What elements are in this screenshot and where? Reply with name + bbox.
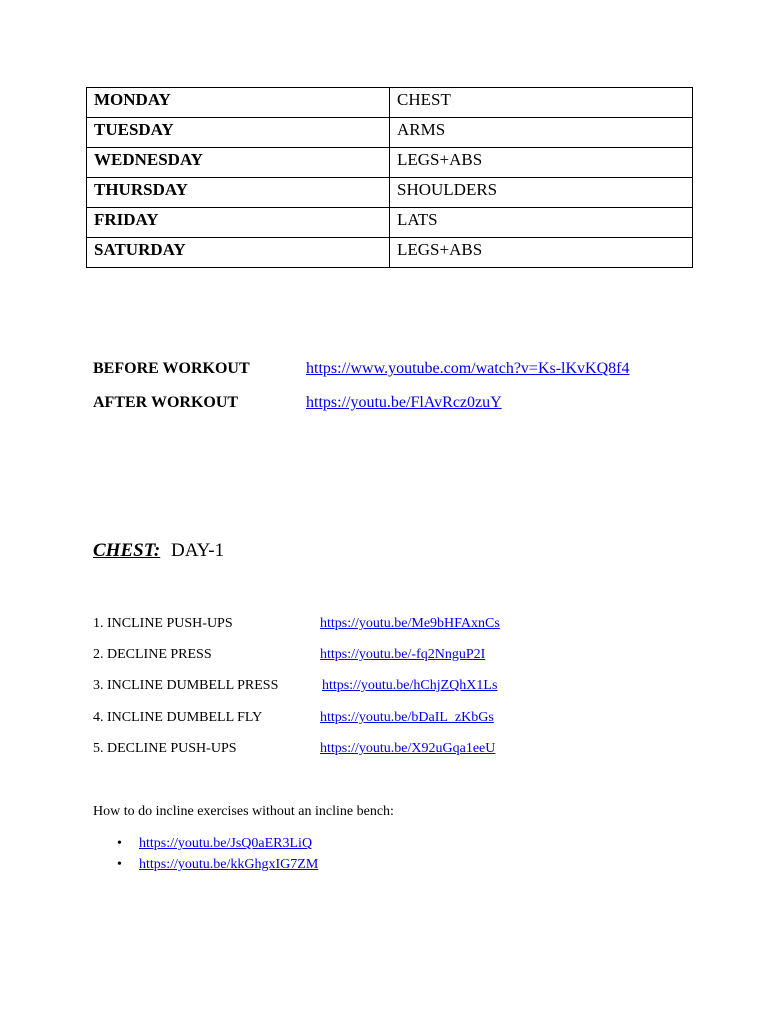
muscle-cell: SHOULDERS xyxy=(390,178,693,208)
exercise-item xyxy=(93,678,498,694)
exercise-label: 4. INCLINE DUMBELL FLY xyxy=(93,710,263,725)
before-workout-link[interactable]: https://www.youtube.com/watch?v=Ks-lKvKQ8f4 xyxy=(306,360,630,377)
bullet-icon: • xyxy=(117,857,122,872)
schedule-table xyxy=(86,87,693,268)
day-cell: FRIDAY xyxy=(87,208,390,238)
section-day: DAY-1 xyxy=(170,540,225,561)
list-item xyxy=(117,856,318,877)
day-cell: THURSDAY xyxy=(87,178,390,208)
muscle-cell: LEGS+ABS xyxy=(390,148,693,178)
exercise-label: 1. INCLINE PUSH-UPS xyxy=(93,616,233,631)
exercise-item xyxy=(93,647,486,663)
section-heading xyxy=(93,540,224,562)
table-row xyxy=(87,238,693,268)
bullet-link[interactable]: https://youtu.be/kkGhgxIG7ZM xyxy=(139,857,319,872)
day-cell: SATURDAY xyxy=(87,238,390,268)
exercise-link[interactable]: https://youtu.be/X92uGqa1eeU xyxy=(320,741,496,756)
day-cell: TUESDAY xyxy=(87,118,390,148)
exercise-label: 3. INCLINE DUMBELL PRESS xyxy=(93,678,279,693)
list-item xyxy=(117,835,318,856)
incline-note: How to do incline exercises without an incline bench: xyxy=(93,804,394,819)
muscle-cell: LEGS+ABS xyxy=(390,238,693,268)
day-cell: MONDAY xyxy=(87,88,390,118)
exercise-link[interactable]: https://youtu.be/-fq2NnguP2I xyxy=(320,647,486,662)
exercise-item xyxy=(93,616,500,632)
exercise-link[interactable]: https://youtu.be/hChjZQhX1Ls xyxy=(322,678,498,693)
bullet-list xyxy=(117,835,318,877)
muscle-cell: ARMS xyxy=(390,118,693,148)
table-row xyxy=(87,88,693,118)
exercise-item xyxy=(93,741,496,757)
exercise-item xyxy=(93,710,494,726)
day-cell: WEDNESDAY xyxy=(87,148,390,178)
exercise-label: 5. DECLINE PUSH-UPS xyxy=(93,741,237,756)
after-workout-link[interactable]: https://youtu.be/FlAvRcz0zuY xyxy=(306,394,502,411)
table-row xyxy=(87,118,693,148)
section-name: CHEST: xyxy=(93,540,161,561)
table-row xyxy=(87,208,693,238)
bullet-icon: • xyxy=(117,836,122,851)
exercise-label: 2. DECLINE PRESS xyxy=(93,647,212,662)
muscle-cell: CHEST xyxy=(390,88,693,118)
table-row xyxy=(87,178,693,208)
exercise-link[interactable]: https://youtu.be/Me9bHFAxnCs xyxy=(320,616,500,631)
table-row xyxy=(87,148,693,178)
muscle-cell: LATS xyxy=(390,208,693,238)
after-workout-label: AFTER WORKOUT xyxy=(93,394,239,411)
before-workout-label: BEFORE WORKOUT xyxy=(93,360,250,377)
bullet-link[interactable]: https://youtu.be/JsQ0aER3LiQ xyxy=(139,836,313,851)
exercise-link[interactable]: https://youtu.be/bDaIL_zKbGs xyxy=(320,710,494,725)
